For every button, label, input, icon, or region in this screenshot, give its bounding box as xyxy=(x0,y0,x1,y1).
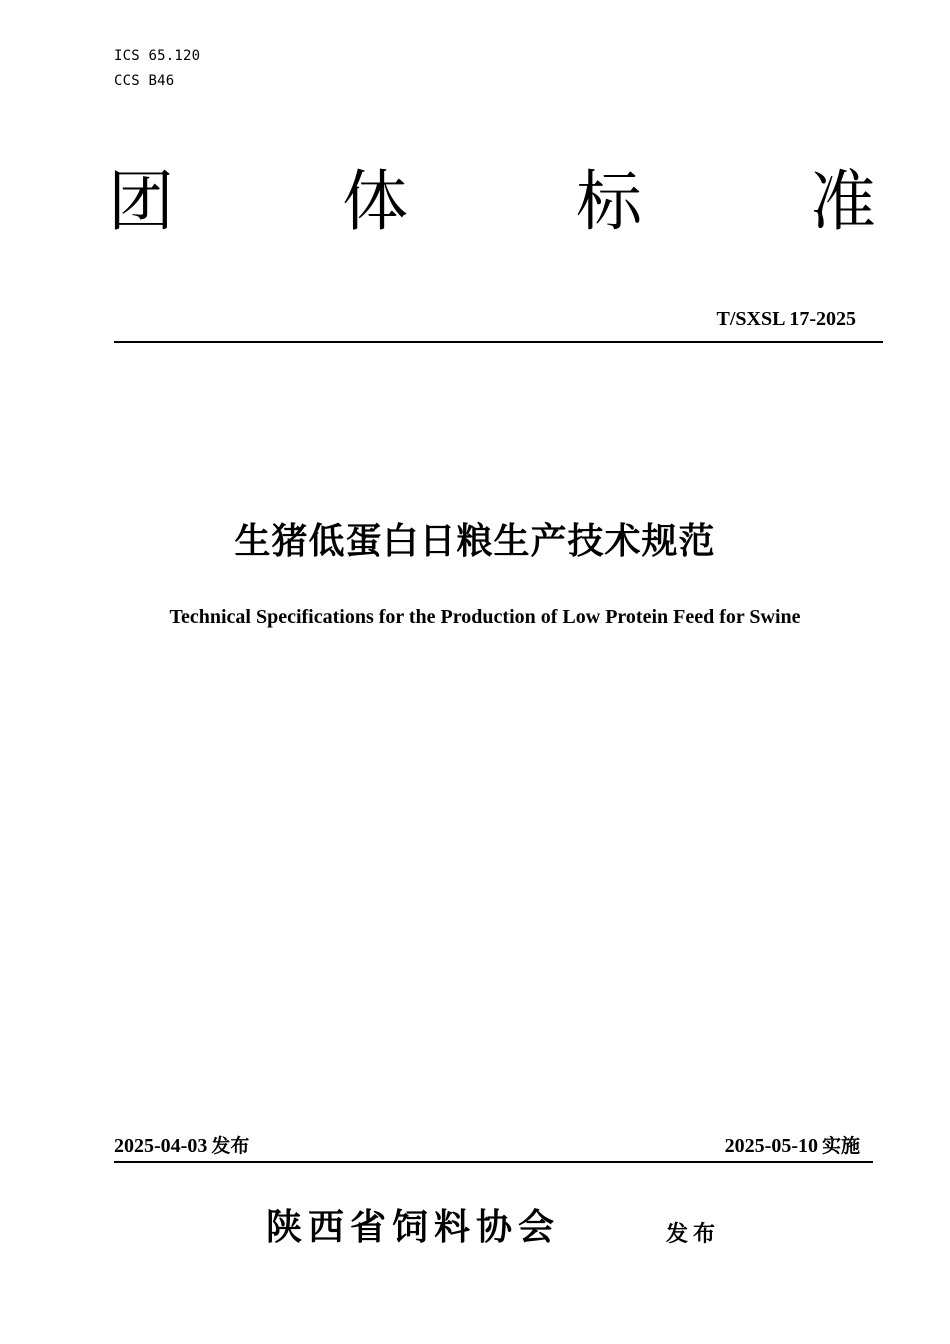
title-chinese: 生猪低蛋白日粮生产技术规范 xyxy=(234,521,716,562)
issue-date-line xyxy=(114,1133,249,1159)
bottom-divider xyxy=(114,1161,873,1163)
standard-type-char-1: 团 xyxy=(108,163,174,240)
implementation-date-line xyxy=(725,1133,860,1159)
standard-type-char-4: 准 xyxy=(810,163,876,240)
standard-number: T/SXSL 17-2025 xyxy=(716,308,856,330)
ccs-code: CCS B46 xyxy=(114,73,175,89)
ics-code: ICS 65.120 xyxy=(114,48,201,64)
classification-codes xyxy=(114,44,200,94)
standard-type-char-3: 标 xyxy=(576,163,642,240)
standard-type-char-2: 体 xyxy=(342,163,408,240)
issue-label: 发布 xyxy=(211,1135,250,1157)
implementation-date: 2025-05-10 xyxy=(724,1135,818,1157)
top-divider xyxy=(114,341,883,343)
publisher-label: 发布 xyxy=(666,1222,721,1247)
publisher-name: 陕西省饲料协会 xyxy=(266,1207,561,1248)
standard-type-heading xyxy=(108,162,876,242)
implementation-label: 实施 xyxy=(821,1135,860,1157)
issue-date: 2025-04-03 xyxy=(114,1135,208,1157)
title-english: Technical Specifications for the Production of Low Protein Feed for Swine xyxy=(169,606,801,628)
